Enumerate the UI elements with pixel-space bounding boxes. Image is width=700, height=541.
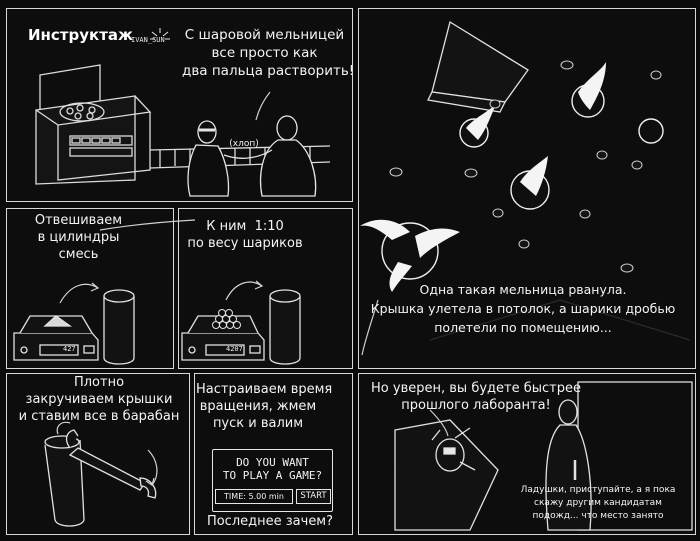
panel1-sfx: (хлоп) [229,139,259,149]
screen-line-1: DO YOU WANT [236,456,309,469]
screen-line-2: TO PLAY A GAME? [222,469,323,482]
time-input[interactable]: TIME: 5.00 min [215,489,293,504]
panel7-whisper: Ладушки, приступайте, а я пока скажу другим кандидатам подожд... что место занято [520,485,676,521]
panel1-speech: С шаровой мельницей все просто как два пальца растворить! [182,27,355,79]
start-button[interactable]: START [296,489,331,504]
scale2-display: 4207 [226,345,243,353]
panel6-caption: Одна такая мельница рванула. Крышка улетела в потолок, а шарики дробью полетели по помещению... [370,282,676,335]
artist-signature: IVAN_SUN [131,36,165,44]
panel5-caption: Настраиваем время вращения, жмем пуск и валим [196,382,333,431]
panel3-caption: К ним 1:10 по весу шариков [187,219,303,251]
panel7-speech: Но уверен, вы будете быстрее прошлого лаборанта! [371,381,581,413]
panel4-caption: Плотно закручиваем крышки и ставим все в барабан [18,375,180,424]
scale1-display: 427 [63,345,76,353]
panel2-caption: Отвешиваем в цилиндры смесь [34,213,123,262]
panel5-question: Последнее зачем? [206,514,334,529]
comic-title: Инструктаж [28,26,133,44]
